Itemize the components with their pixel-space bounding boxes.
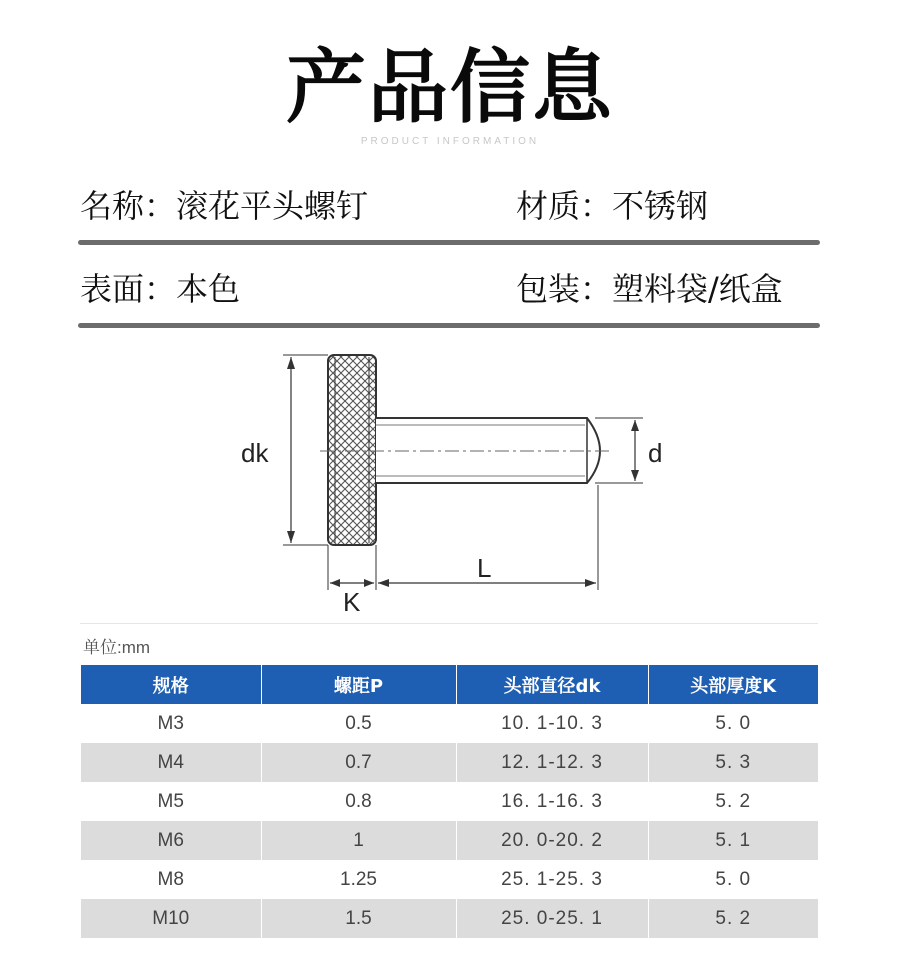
cell-head-thickness: 5. 0 [648, 860, 818, 899]
cell-pitch: 0.8 [261, 782, 456, 821]
info-row-2 [80, 264, 820, 314]
cell-pitch: 0.5 [261, 704, 456, 743]
header-pitch: 螺距P [261, 665, 456, 704]
dimension-dk [237, 355, 328, 545]
product-packaging: 包装：塑料袋/纸盒 [516, 270, 783, 308]
screw-head [328, 355, 376, 545]
table-row [81, 704, 818, 743]
label-dk: dk [241, 438, 269, 468]
cell-head-thickness: 5. 0 [648, 704, 818, 743]
label-K: K [343, 587, 361, 617]
header-spec: 规格 [81, 665, 261, 704]
cell-pitch: 1.25 [261, 860, 456, 899]
spec-table [81, 665, 818, 938]
cell-head-thickness: 5. 2 [648, 782, 818, 821]
cell-head-diameter: 25. 1-25. 3 [456, 860, 648, 899]
info-row-1 [80, 181, 820, 231]
cell-spec: M4 [81, 743, 261, 782]
label-L: L [477, 553, 492, 583]
cell-head-thickness: 5. 3 [648, 743, 818, 782]
cell-pitch: 1.5 [261, 899, 456, 938]
product-name: 名称：滚花平头螺钉 [80, 187, 369, 225]
cell-spec: M8 [81, 860, 261, 899]
divider [78, 240, 820, 245]
cell-head-diameter: 20. 0-20. 2 [456, 821, 648, 860]
cell-spec: M10 [81, 899, 261, 938]
unit-label: 单位:mm [83, 638, 151, 657]
table-row [81, 899, 818, 938]
header-head-thickness: 头部厚度K [648, 665, 818, 704]
cell-head-diameter: 16. 1-16. 3 [456, 782, 648, 821]
dimension-L [376, 485, 598, 590]
cell-head-thickness: 5. 1 [648, 821, 818, 860]
cell-spec: M5 [81, 782, 261, 821]
divider [80, 623, 818, 624]
cell-head-diameter: 12. 1-12. 3 [456, 743, 648, 782]
product-material: 材质：不锈钢 [516, 187, 709, 225]
label-d: d [648, 438, 663, 468]
table-row [81, 743, 818, 782]
table-row [81, 860, 818, 899]
cell-pitch: 1 [261, 821, 456, 860]
screw-diagram [225, 345, 675, 620]
dimension-K [328, 545, 374, 617]
cell-head-thickness: 5. 2 [648, 899, 818, 938]
page-title: 产品信息 [286, 41, 614, 134]
table-header-row [81, 665, 818, 704]
page-subtitle: PRODUCT INFORMATION [360, 136, 540, 147]
table-row [81, 821, 818, 860]
cell-head-diameter: 10. 1-10. 3 [456, 704, 648, 743]
header-head-diameter: 头部直径dk [456, 665, 648, 704]
cell-head-diameter: 25. 0-25. 1 [456, 899, 648, 938]
product-surface: 表面：本色 [80, 270, 241, 308]
cell-spec: M3 [81, 704, 261, 743]
divider [78, 323, 820, 328]
cell-pitch: 0.7 [261, 743, 456, 782]
cell-spec: M6 [81, 821, 261, 860]
table-row [81, 782, 818, 821]
